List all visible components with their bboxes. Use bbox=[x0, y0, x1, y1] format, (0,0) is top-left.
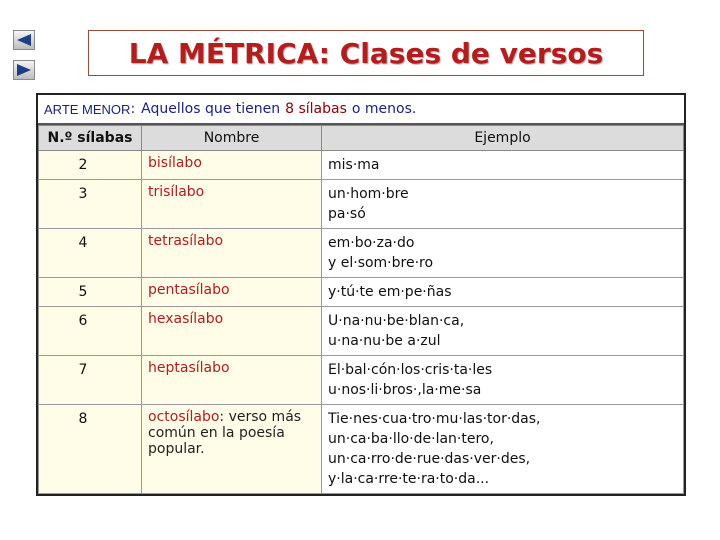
table-row bbox=[39, 405, 684, 494]
verse-name-cell bbox=[142, 356, 322, 405]
verse-table bbox=[38, 125, 684, 494]
verse-name: pentasílabo bbox=[148, 282, 230, 298]
intro-text: Aquellos que tienen bbox=[141, 101, 281, 117]
verse-note: : verso más común en la poesía popular. bbox=[148, 409, 302, 457]
table-header-row bbox=[39, 126, 684, 151]
example-line: Tie·nes·cua·tro·mu·las·tor·das, bbox=[328, 411, 541, 427]
next-slide-button[interactable] bbox=[13, 60, 35, 80]
example-cell bbox=[322, 180, 684, 229]
table-row bbox=[39, 180, 684, 229]
example-cell bbox=[322, 356, 684, 405]
example-line: U·na·nu·be·blan·ca, bbox=[328, 313, 465, 329]
intro-number: 8 sílabas bbox=[285, 101, 347, 117]
table-row bbox=[39, 307, 684, 356]
example-line: mis·ma bbox=[328, 157, 380, 173]
intro-rest: o menos. bbox=[351, 101, 417, 117]
verse-name: heptasílabo bbox=[148, 360, 230, 376]
previous-slide-button[interactable] bbox=[13, 30, 35, 50]
example-line: y el·som·bre·ro bbox=[328, 255, 434, 271]
example-cell bbox=[322, 151, 684, 180]
example-cell bbox=[322, 307, 684, 356]
intro-label: ARTE MENOR bbox=[44, 101, 131, 117]
example-line: u·nos·li·bros·,la·me·sa bbox=[328, 382, 482, 398]
header-syllables: N.º sílabas bbox=[39, 126, 142, 151]
verse-name: trisílabo bbox=[148, 184, 205, 200]
header-name: Nombre bbox=[142, 126, 322, 151]
verse-name-cell bbox=[142, 278, 322, 307]
syllable-count: 7 bbox=[39, 356, 142, 405]
example-line: y·la·ca·rre·te·ra·to·da... bbox=[328, 471, 490, 487]
intro-row bbox=[38, 95, 684, 125]
example-cell bbox=[322, 405, 684, 494]
example-line: un·ca·rro·de·rue·das·ver·des, bbox=[328, 451, 531, 467]
table-row bbox=[39, 151, 684, 180]
verse-name-cell bbox=[142, 151, 322, 180]
example-line: El·bal·cón·los·cris·ta·les bbox=[328, 362, 493, 378]
title-box bbox=[88, 30, 644, 76]
syllable-count: 5 bbox=[39, 278, 142, 307]
left-triangle-icon bbox=[16, 33, 32, 47]
verse-name-cell bbox=[142, 405, 322, 494]
verse-name-cell bbox=[142, 307, 322, 356]
verse-table-container bbox=[36, 93, 686, 496]
example-cell bbox=[322, 278, 684, 307]
intro-separator: : bbox=[130, 101, 136, 117]
syllable-count: 3 bbox=[39, 180, 142, 229]
verse-name: octosílabo bbox=[148, 409, 220, 425]
header-example: Ejemplo bbox=[322, 126, 684, 151]
page-title: LA MÉTRICA: Clases de versos bbox=[128, 36, 604, 70]
example-line: u·na·nu·be a·zul bbox=[328, 333, 441, 349]
example-line: pa·só bbox=[328, 206, 366, 222]
table-row bbox=[39, 229, 684, 278]
verse-name-cell bbox=[142, 180, 322, 229]
syllable-count: 6 bbox=[39, 307, 142, 356]
verse-name: tetrasílabo bbox=[148, 233, 224, 249]
example-line: un·ca·ba·llo·de·lan·tero, bbox=[328, 431, 494, 447]
verse-name: hexasílabo bbox=[148, 311, 224, 327]
table-row bbox=[39, 356, 684, 405]
example-line: em·bo·za·do bbox=[328, 235, 415, 251]
table-row bbox=[39, 278, 684, 307]
example-line: y·tú·te em·pe·ñas bbox=[328, 284, 452, 300]
verse-name: bisílabo bbox=[148, 155, 202, 171]
syllable-count: 8 bbox=[39, 405, 142, 494]
verse-name-cell bbox=[142, 229, 322, 278]
syllable-count: 4 bbox=[39, 229, 142, 278]
right-triangle-icon bbox=[16, 63, 32, 77]
syllable-count: 2 bbox=[39, 151, 142, 180]
example-line: un·hom·bre bbox=[328, 186, 409, 202]
example-cell bbox=[322, 229, 684, 278]
